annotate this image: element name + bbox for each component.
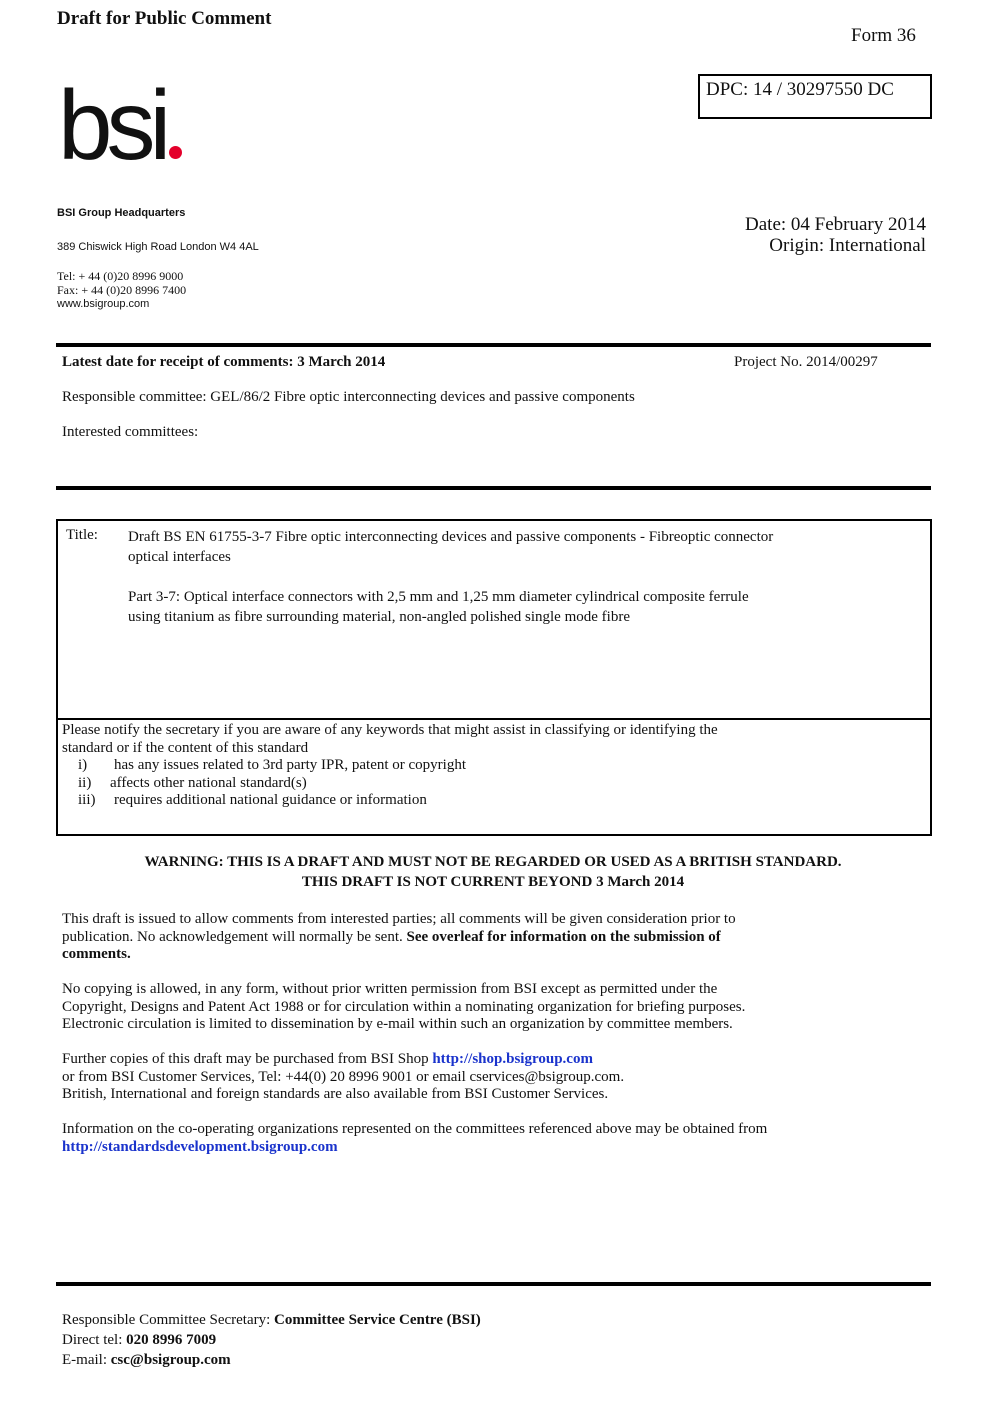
bottom-rule <box>56 1282 931 1286</box>
draft-label: Draft for Public Comment <box>57 8 272 29</box>
warning-line-1: WARNING: THIS IS A DRAFT AND MUST NOT BE REGARDED OR USED AS A BRITISH STANDARD. <box>144 854 842 870</box>
footer-secretary: Responsible Committee Secretary: Committee Service Centre (BSI) <box>62 1312 481 1328</box>
doc-date: Date: 04 February 2014 <box>745 214 926 235</box>
logo-dot-icon <box>169 146 182 159</box>
dpc-number: DPC: 14 / 30297550 DC <box>706 79 894 100</box>
doc-origin: Origin: International <box>769 235 926 256</box>
hq-address: 389 Chiswick High Road London W4 4AL <box>57 241 259 253</box>
title-box-divider <box>58 718 930 720</box>
interested-committees: Interested committees: <box>62 424 199 440</box>
notify-text: Please notify the secretary if you are aware of any keywords that might assist in classifying or identifying the standard or if the content of this standard i) has any issues related to 3rd party IPR, patent or copyright ii) affects other national standard(s) iii) requires additional national guidance or information <box>62 722 718 808</box>
paragraph-copies: Further copies of this draft may be purchased from BSI Shop http://shop.bsigroup.com or from BSI Customer Services, Tel: +44(0) 20 8996 9001 or email cservices@bsigroup.com. British, International and foreign standards are also available from BSI Customer Services. <box>62 1051 625 1102</box>
hq-web: www.bsigroup.com <box>57 298 150 310</box>
footer <box>62 1310 481 1370</box>
bsi-logo: bsi <box>58 76 182 174</box>
hq-fax: Fax: + 44 (0)20 8996 7400 <box>57 283 187 297</box>
dpc-box <box>698 74 932 119</box>
notify-item: iii) requires additional national guidance or information <box>78 792 427 808</box>
top-rule <box>56 343 931 347</box>
title-text: Draft BS EN 61755-3-7 Fibre optic interconnecting devices and passive components - Fibreoptic connector optical interfaces Part 3-7: Optical interface connectors with 2,5 mm and 1,25 mm diameter cylindrical composite ferrule using titanium as fibre surrounding material, non-angled polished single mode fibre <box>128 529 774 625</box>
warning <box>0 852 986 892</box>
footer-email: E-mail: csc@bsigroup.com <box>62 1352 231 1368</box>
latest-date: Latest date for receipt of comments: 3 March 2014 <box>62 354 386 370</box>
hq-contacts <box>57 269 186 311</box>
notify-item: i) has any issues related to 3rd party IPR, patent or copyright <box>78 757 467 773</box>
title-box <box>56 519 932 836</box>
standards-development-link[interactable]: http://standardsdevelopment.bsigroup.com <box>62 1138 338 1155</box>
form-number: Form 36 <box>851 25 916 46</box>
project-number: Project No. 2014/00297 <box>734 354 878 370</box>
warning-line-2: THIS DRAFT IS NOT CURRENT BEYOND 3 March 2014 <box>301 874 685 890</box>
middle-rule <box>56 486 931 490</box>
hq-tel: Tel: + 44 (0)20 8996 9000 <box>57 269 184 283</box>
shop-link[interactable]: http://shop.bsigroup.com <box>432 1051 593 1067</box>
title-label: Title: <box>66 527 98 543</box>
footer-tel: Direct tel: 020 8996 7009 <box>62 1332 217 1348</box>
paragraph-issue: This draft is issued to allow comments from interested parties; all comments will be given consideration prior to publication. No acknowledgement will normally be sent. See overleaf for information on the submission of comments. <box>62 911 736 962</box>
paragraph-information: Information on the co-operating organizations represented on the committees referenced above may be obtained from http://standardsdevelopment.bsigroup.com <box>62 1121 768 1155</box>
hq-name: BSI Group Headquarters <box>57 207 186 219</box>
notify-item: ii) affects other national standard(s) <box>78 774 307 791</box>
responsible-committee: Responsible committee: GEL/86/2 Fibre optic interconnecting devices and passive components <box>62 389 635 405</box>
paragraph-copying: No copying is allowed, in any form, without prior written permission from BSI except as permitted under the Copyright, Designs and Patent Act 1988 or for circulation within a nominating organization for briefing purposes. Electronic circulation is limited to dissemination by e-mail within such an organization by committee members. <box>62 981 746 1032</box>
